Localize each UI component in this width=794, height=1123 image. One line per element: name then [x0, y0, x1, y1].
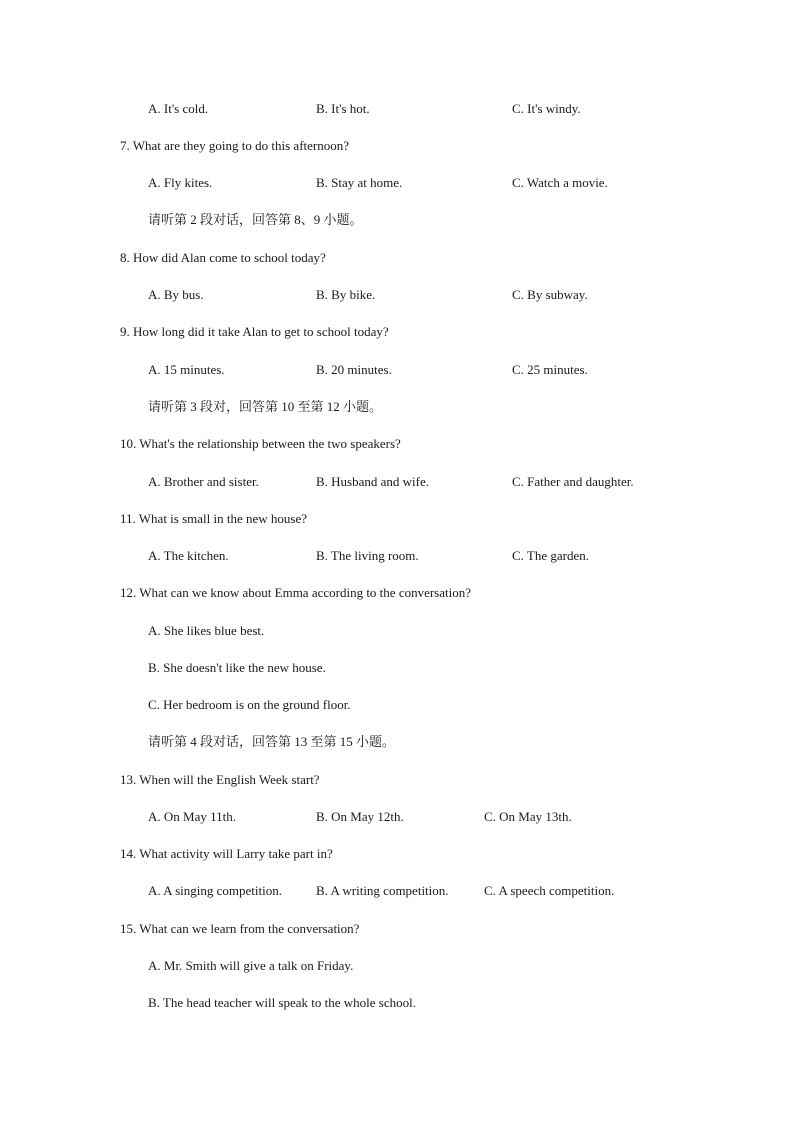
q10-option-a: A. Brother and sister. — [148, 474, 259, 489]
q6-option-c: C. It's windy. — [512, 101, 581, 116]
q15-question: 15. What can we learn from the conversation? — [120, 921, 360, 936]
q14-option-c: C. A speech competition. — [484, 883, 615, 898]
q12-option-a: A. She likes blue best. — [148, 623, 265, 638]
q13-option-b: B. On May 12th. — [316, 809, 404, 824]
q9-question: 9. How long did it take Alan to get to school today? — [120, 324, 389, 339]
q15-option-b: B. The head teacher will speak to the whole school. — [148, 995, 416, 1010]
q7-option-a: A. Fly kites. — [148, 175, 213, 190]
q8-option-a: A. By bus. — [148, 287, 204, 302]
q11-option-a: A. The kitchen. — [148, 548, 229, 563]
section-4-instruction: 请听第 4 段对话，回答第 13 至第 15 小题。 — [148, 734, 396, 749]
q12-question: 12. What can we know about Emma according to the conversation? — [120, 585, 472, 600]
q10-option-c: C. Father and daughter. — [512, 474, 634, 489]
q7-option-b: B. Stay at home. — [316, 175, 403, 190]
section-3-instruction: 请听第 3 段对，回答第 10 至第 12 小题。 — [148, 399, 383, 414]
q14-option-b: B. A writing competition. — [316, 883, 449, 898]
q10-option-b: B. Husband and wife. — [316, 474, 430, 489]
q13-option-a: A. On May 11th. — [148, 809, 236, 824]
q6-option-b: B. It's hot. — [316, 101, 370, 116]
q9-option-a: A. 15 minutes. — [148, 362, 225, 377]
q11-option-b: B. The living room. — [316, 548, 419, 563]
q15-option-a: A. Mr. Smith will give a talk on Friday. — [148, 958, 354, 973]
q8-option-b: B. By bike. — [316, 287, 376, 302]
q14-option-a: A. A singing competition. — [148, 883, 282, 898]
q8-question: 8. How did Alan come to school today? — [120, 250, 326, 265]
section-2-instruction: 请听第 2 段对话，回答第 8、9 小题。 — [148, 212, 363, 227]
q10-question: 10. What's the relationship between the two speakers? — [120, 436, 401, 451]
q11-question: 11. What is small in the new house? — [120, 511, 308, 526]
q7-option-c: C. Watch a movie. — [512, 175, 608, 190]
q8-option-c: C. By subway. — [512, 287, 588, 302]
q9-option-b: B. 20 minutes. — [316, 362, 392, 377]
q13-question: 13. When will the English Week start? — [120, 772, 320, 787]
q9-option-c: C. 25 minutes. — [512, 362, 588, 377]
q6-option-a: A. It's cold. — [148, 101, 209, 116]
q13-option-c: C. On May 13th. — [484, 809, 572, 824]
q14-question: 14. What activity will Larry take part in? — [120, 846, 333, 861]
q12-option-c: C. Her bedroom is on the ground floor. — [148, 697, 351, 712]
q12-option-b: B. She doesn't like the new house. — [148, 660, 326, 675]
q7-question: 7. What are they going to do this afternoon? — [120, 138, 350, 153]
q11-option-c: C. The garden. — [512, 548, 590, 563]
